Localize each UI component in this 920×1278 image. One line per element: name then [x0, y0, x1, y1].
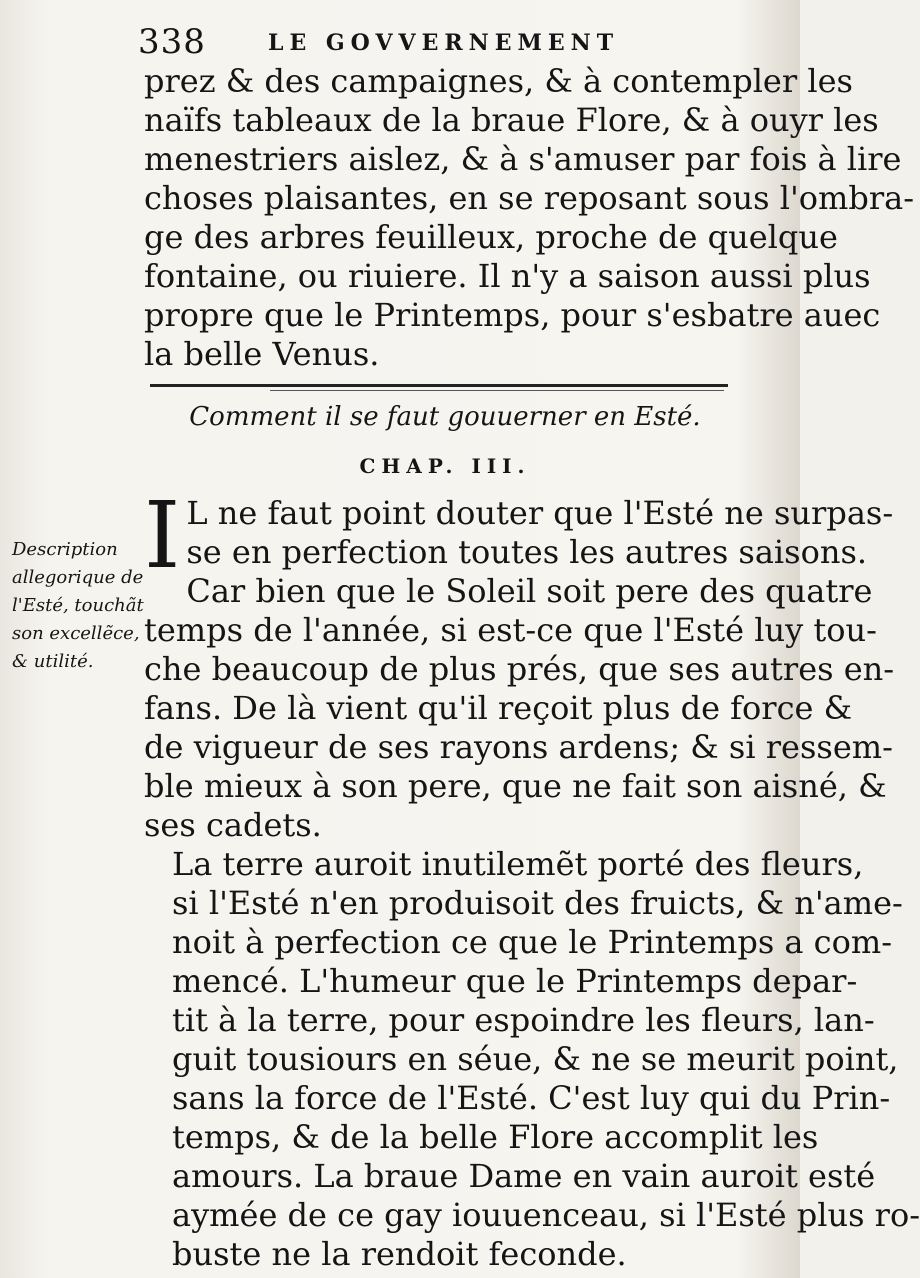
text-line: choses plaisantes, en se reposant sous l'ombra- [144, 179, 915, 217]
page-header [138, 22, 738, 66]
page-number: 338 [138, 22, 206, 62]
text-line: ge des arbres feuilleux, proche de quelque [144, 218, 838, 256]
text-line: sans la force de l'Esté. C'est luy qui du Prin- [172, 1079, 891, 1117]
text-line: ble mieux à son pere, que ne fait son aisné, & [144, 767, 887, 805]
text-line: mencé. L'humeur que le Printemps depar- [172, 962, 858, 1000]
drop-cap: I [144, 482, 181, 589]
section-divider [150, 384, 728, 387]
paragraph-2 [144, 845, 920, 1274]
text-line: aymée de ce gay iouuenceau, si l'Esté plus ro- [172, 1196, 920, 1234]
text-line: buste ne la rendoit feconde. [172, 1235, 627, 1273]
chapter-text [144, 482, 920, 1274]
continued-paragraph [144, 62, 915, 374]
margin-note-line: allegorique de [12, 567, 144, 588]
text-line: temps de l'année, si est-ce que l'Esté luy tou- [144, 611, 877, 649]
chapter-heading: CHAP. III. [359, 454, 531, 478]
text-line: tit à la terre, pour espoindre les fleurs, lan- [172, 1001, 875, 1039]
text-line: se en perfection toutes les autres saisons. [186, 533, 868, 571]
text-line: ses cadets. [144, 806, 322, 844]
text-line: amours. La braue Dame en vain auroit esté [172, 1157, 876, 1195]
margin-note-line: l'Esté, touchãt [12, 595, 144, 616]
margin-note-line: Description [12, 539, 118, 560]
text-line: Car bien que le Soleil soit pere des quatre [186, 572, 873, 610]
section-title: Comment il se faut gouuerner en Esté. [189, 402, 701, 432]
running-title: LE GOVVERNEMENT [268, 30, 620, 56]
text-line: prez & des campaignes, & à contempler les [144, 62, 853, 100]
paragraph-1 [144, 482, 895, 845]
text-line: L ne faut point douter que l'Esté ne surpas- [186, 494, 894, 532]
text-line: propre que le Printemps, pour s'esbatre auec [144, 296, 881, 334]
text-line: La terre auroit inutilemẽt porté des fleurs, [172, 845, 864, 883]
text-line: noit à perfection ce que le Printemps a com- [172, 923, 893, 961]
text-line: naïfs tableaux de la braue Flore, & à ouyr les [144, 101, 879, 139]
text-line: si l'Esté n'en produisoit des fruicts, & n'ame- [172, 884, 903, 922]
text-line: fontaine, ou riuiere. Il n'y a saison aussi plus [144, 257, 871, 295]
margin-note [12, 536, 152, 676]
text-line: fans. De là vient qu'il reçoit plus de force & [144, 689, 853, 727]
text-line: la belle Venus. [144, 335, 380, 373]
text-line: temps, & de la belle Flore accomplit les [172, 1118, 819, 1156]
text-line: menestriers aislez, & à s'amuser par fois à lire [144, 140, 902, 178]
margin-note-line: son excellẽce, [12, 623, 140, 644]
text-line: guit tousiours en séue, & ne se meurit point, [172, 1040, 899, 1078]
margin-note-line: & utilité. [12, 651, 94, 672]
text-line: che beaucoup de plus prés, que ses autres en- [144, 650, 895, 688]
text-line: de vigueur de ses rayons ardens; & si ressem- [144, 728, 893, 766]
section-divider-thin [270, 390, 724, 391]
